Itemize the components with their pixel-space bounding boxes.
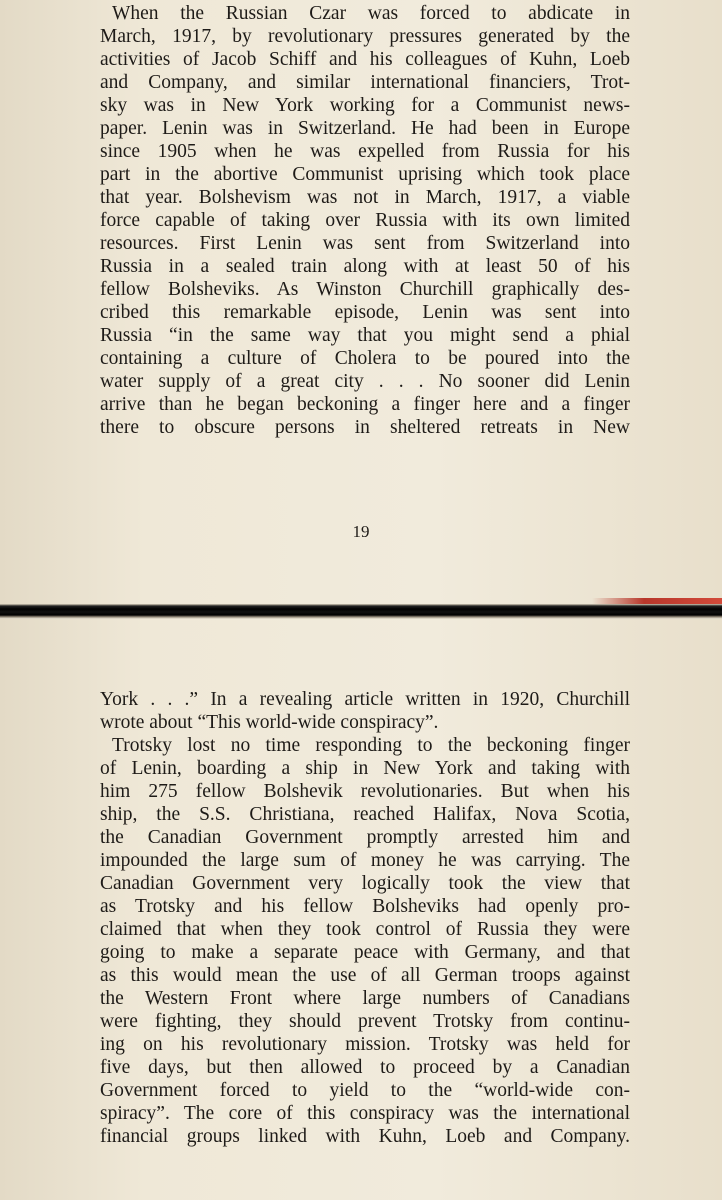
text-line: spiracy”. The core of this conspiracy was the international [100, 1103, 630, 1124]
divider-edge-accent [592, 598, 722, 604]
text-line: going to make a separate peace with Germany, and that [100, 942, 630, 963]
text-line: as Trotsky and his fellow Bolsheviks had openly pro- [100, 896, 630, 917]
text-line: paper. Lenin was in Switzerland. He had been in Europe [100, 118, 630, 139]
text-line: ing on his revolutionary mission. Trotsky was held for [100, 1034, 630, 1055]
text-line: that year. Bolshevism was not in March, 1917, a viable [100, 187, 630, 208]
text-line: Canadian Government very logically took the view that [100, 873, 630, 894]
text-line: of Lenin, boarding a ship in New York and taking with [100, 758, 630, 779]
page-number: 19 [352, 522, 370, 541]
text-line: March, 1917, by revolutionary pressures generated by the [100, 26, 630, 47]
text-line: arrive than he began beckoning a finger here and a finger [100, 394, 630, 415]
text-line: Russia “in the same way that you might send a phial [100, 325, 630, 346]
text-line: the Western Front where large numbers of Canadians [100, 988, 630, 1009]
text-line: cribed this remarkable episode, Lenin was sent into [100, 302, 630, 323]
text-line: part in the abortive Communist uprising which took place [100, 164, 630, 185]
text-line: the Canadian Government promptly arrested him and [100, 827, 630, 848]
text-line: financial groups linked with Kuhn, Loeb and Company. [100, 1126, 630, 1147]
text-line: When the Russian Czar was forced to abdicate in [112, 3, 630, 24]
text-line: ship, the S.S. Christiana, reached Halifax, Nova Scotia, [100, 804, 630, 825]
text-line: Government forced to yield to the “world-wide con- [100, 1080, 630, 1101]
text-line: and Company, and similar international financiers, Trot- [100, 72, 630, 93]
text-line: force capable of taking over Russia with its own limited [100, 210, 630, 231]
text-line: fellow Bolsheviks. As Winston Churchill graphically des- [100, 279, 630, 300]
text-line: as this would mean the use of all German troops against [100, 965, 630, 986]
text-line: activities of Jacob Schiff and his colleagues of Kuhn, Loeb [100, 49, 630, 70]
text-line: sky was in New York working for a Communist news- [100, 95, 630, 116]
text-line: impounded the large sum of money he was carrying. The [100, 850, 630, 871]
text-line: since 1905 when he was expelled from Russia for his [100, 141, 630, 162]
text-line: water supply of a great city . . . No sooner did Lenin [100, 371, 630, 392]
text-line: resources. First Lenin was sent from Switzerland into [100, 233, 630, 254]
text-line: Trotsky lost no time responding to the beckoning finger [112, 735, 630, 756]
text-line: five days, but then allowed to proceed by a Canadian [100, 1057, 630, 1078]
text-line: wrote about “This world-wide conspiracy”. [100, 712, 439, 733]
text-line: containing a culture of Cholera to be poured into the [100, 348, 630, 369]
text-line: Russia in a sealed train along with at least 50 of his [100, 256, 630, 277]
text-line: were fighting, they should prevent Trotsky from continu- [100, 1011, 630, 1032]
text-line: there to obscure persons in sheltered retreats in New [100, 417, 630, 438]
text-line: him 275 fellow Bolshevik revolutionaries. But when his [100, 781, 630, 802]
bottom-page [0, 619, 722, 1200]
page-divider [0, 604, 722, 619]
text-line: claimed that when they took control of Russia they were [100, 919, 630, 940]
text-line: York . . .” In a revealing article written in 1920, Churchill [100, 689, 630, 710]
